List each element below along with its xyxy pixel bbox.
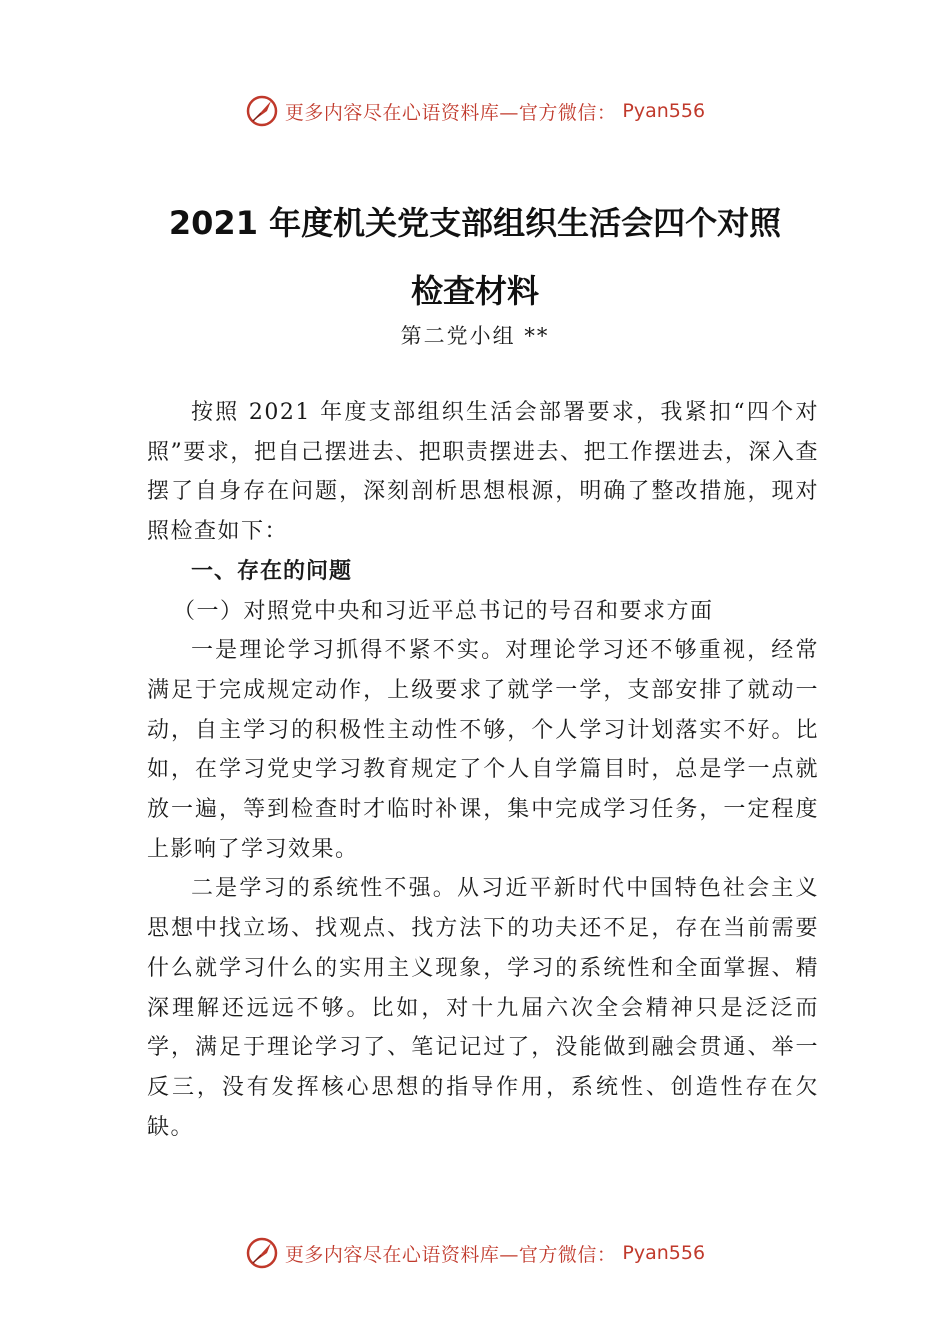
watermark-text: 更多内容尽在心语资料库—官方微信： — [284, 1243, 617, 1266]
subsection-heading: （一）对照党中央和习近平总书记的号召和要求方面 — [173, 598, 714, 624]
watermark-wechat-id: Pyan556 — [622, 100, 706, 122]
document-title-line2: 检查材料 — [410, 272, 539, 310]
document-body — [147, 393, 819, 1147]
watermark-wechat-id: Pyan556 — [622, 1242, 706, 1264]
body-paragraph-point2: 二是学习的系统性不强。从习近平新时代中国特色社会主义思想中找立场、找观点、找方法下的功夫还不足，存在当前需要什么就学习什么的实用主义现象，学习的系统性和全面掌握、精深理解还远远不够。比如，对十九届六次全会精神只是泛泛而学，满足于理论学习了、笔记记过了，没能做到融会贯通、举一反三，没有发挥核心思想的指导作用，系统性、创造性存在欠缺。 — [147, 876, 819, 1140]
document-author: 第二党小组 ** — [400, 324, 550, 348]
intro-paragraph: 按照 2021 年度支部组织生活会部署要求，我紧扣“四个对照”要求，把自己摆进去、把职责摆进去、把工作摆进去，深入查摆了自身存在问题，深刻剖析思想根源，明确了整改措施，现对照检查如下： — [147, 400, 819, 545]
header-watermark — [0, 94, 950, 128]
body-paragraph-point1: 一是理论学习抓得不紧不实。对理论学习还不够重视，经常满足于完成规定动作，上级要求了就学一学，支部安排了就动一动，自主学习的积极性主动性不够，个人学习计划落实不好。比如，在学习党史学习教育规定了个人自学篇目时，总是学一点就放一遍，等到检查时才临时补课，集中完成学习任务，一定程度上影响了学习效果。 — [147, 638, 819, 862]
quill-logo-icon — [245, 1236, 279, 1270]
watermark-text: 更多内容尽在心语资料库—官方微信： — [284, 101, 617, 124]
footer-watermark — [0, 1236, 950, 1270]
document-title-line1: 2021 年度机关党支部组织生活会四个对照 — [168, 204, 782, 242]
section-heading: 一、存在的问题 — [191, 558, 353, 584]
quill-logo-icon — [245, 94, 279, 128]
